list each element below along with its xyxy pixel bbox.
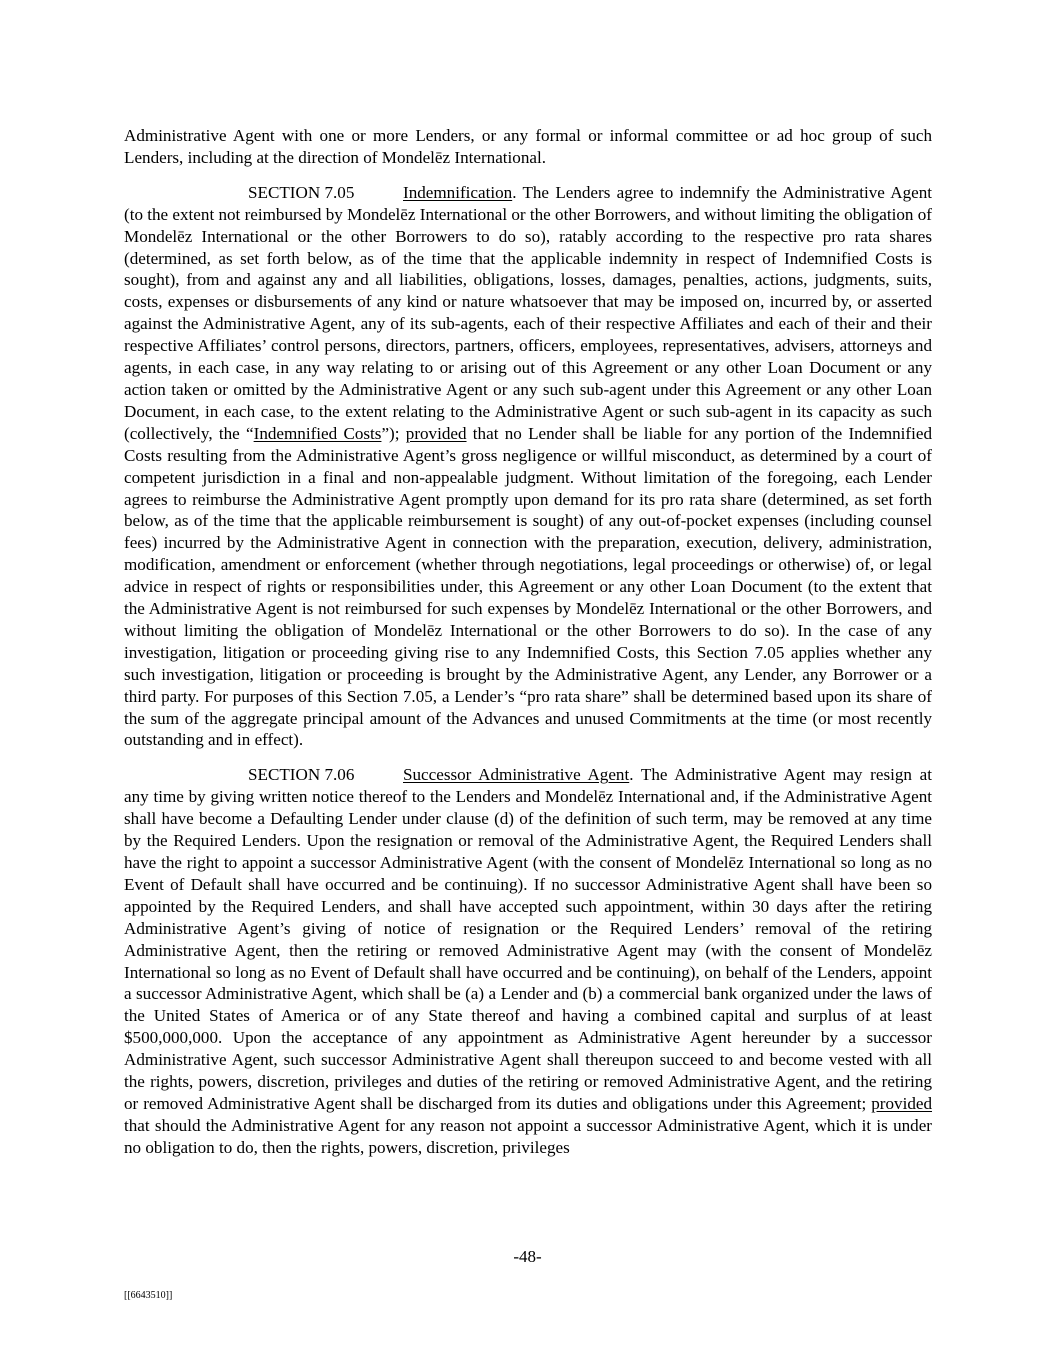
section-7-06-paragraph (124, 764, 932, 1158)
section-7-06-proviso: provided (871, 1093, 932, 1113)
intro-text: Administrative Agent with one or more Lenders, or any formal or informal committee or ad hoc group of such Lenders, including at the direction of Mondelēz International. (124, 126, 932, 167)
section-7-05-proviso: provided (405, 423, 467, 443)
page-number: -48- (513, 1247, 542, 1266)
section-7-05-text-a: . The Lenders agree to indemnify the Administrative Agent (to the extent not reimbursed by Mondelēz International or the other Borrowers, and without limiting the obligation of Mondelēz International or the other Borrowers to do so), ratably according to the respective pro rata shares (determined, as set forth below, as of the time that the applicable indemnity in respect of Indemnified Costs is sought), from and against any and all liabilities, obligations, losses, damages, penalties, actions, judgments, suits, costs, expenses or disbursements of any kind or nature whatsoever that may be imposed on, incurred by, or asserted against the Administrative Agent, any of its sub-agents, each of their respective Affiliates and each of their and their respective Affiliates’ control persons, directors, partners, officers, employees, representatives, advisers, attorneys and agents, in each case, in any way relating to or arising out of this Agreement or any other Loan Document or any action taken or omitted by the Administrative Agent or any such sub-agent under this Agreement or any other Loan Document, in each case, to the extent relating to the Administrative Agent or such sub-agent in its capacity as such (collectively, the “ (124, 182, 932, 443)
document-id: [[6643510]] (124, 1290, 173, 1301)
section-7-06-number: SECTION 7.06 (248, 765, 355, 785)
section-7-05-heading: Indemnification (403, 182, 513, 202)
section-7-06-heading: Successor Administrative Agent (403, 765, 630, 785)
document-page (124, 125, 932, 1159)
section-7-05-number: SECTION 7.05 (248, 182, 355, 202)
section-7-05-text-c: that no Lender shall be liable for any portion of the Indemnified Costs resulting from the Administrative Agent’s gross negligence or willful misconduct, as determined by a court of competent jurisdiction in a final and non-appealable judgment. Without limitation of the foregoing, each Lender agrees to reimburse the Administrative Agent promptly upon demand for its pro rata share (determined, as set forth below, as of the time that the applicable reimbursement is sought) of any out-of-pocket expenses (including counsel fees) incurred by the Administrative Agent in connection with the preparation, execution, delivery, administration, modification, amendment or enforcement (whether through negotiations, legal proceedings or otherwise) of, or legal advice in respect of rights or responsibilities under, this Agreement or any other Loan Document (to the extent that the Administrative Agent is not reimbursed for such expenses by Mondelēz International or the other Borrowers, and without limiting the obligation of Mondelēz International or the other Borrowers to do so). In the case of any investigation, litigation or proceeding giving rise to any Indemnified Costs, this Section 7.05 applies whether any such investigation, litigation or proceeding is brought by the Administrative Agent, any Lender, any Borrower or a third party. For purposes of this Section 7.05, a Lender’s “pro rata share” shall be determined based upon its share of the sum of the aggregate principal amount of the Advances and unused Commitments at the time (or most recently outstanding and in effect). (124, 423, 933, 750)
defined-term-indemnified-costs: Indemnified Costs (253, 423, 382, 443)
section-7-05-paragraph (124, 182, 932, 752)
section-7-06-text-b: that should the Administrative Agent for any reason not appoint a successor Administrative Agent, which it is under no obligation to do, then the rights, powers, discretion, privileges (124, 1115, 932, 1157)
section-7-05-text-b: ”); (381, 423, 406, 443)
intro-paragraph (124, 125, 932, 169)
section-7-06-text-a: . The Administrative Agent may resign at any time by giving written notice thereof to the Lenders and Mondelēz International and, if the Administrative Agent shall have become a Defaulting Lender under clause (d) of the definition of such term, may be removed at any time by the Required Lenders. Upon the resignation or removal of the Administrative Agent, the Required Lenders shall have the right to appoint a successor Administrative Agent (with the consent of Mondelēz International so long as no Event of Default shall have occurred and be continuing). If no successor Administrative Agent shall have been so appointed by the Required Lenders, and shall have accepted such appointment, within 30 days after the retiring Administrative Agent’s giving of notice of resignation or the Required Lenders’ removal of the retiring Administrative Agent, then the retiring or removed Administrative Agent may (with the consent of Mondelēz International so long as no Event of Default shall have occurred and be continuing), on behalf of the Lenders, appoint a successor Administrative Agent, which shall be (a) a Lender and (b) a commercial bank organized under the laws of the United States of America or of any State thereof and having a combined capital and surplus of at least $500,000,000. Upon the acceptance of any appointment as Administrative Agent hereunder by a successor Administrative Agent, such successor Administrative Agent shall thereupon succeed to and become vested with all the rights, powers, discretion, privileges and duties of the retiring or removed Administrative Agent, and the retiring or removed Administrative Agent shall be discharged from its duties and obligations under this Agreement; (124, 765, 932, 1113)
